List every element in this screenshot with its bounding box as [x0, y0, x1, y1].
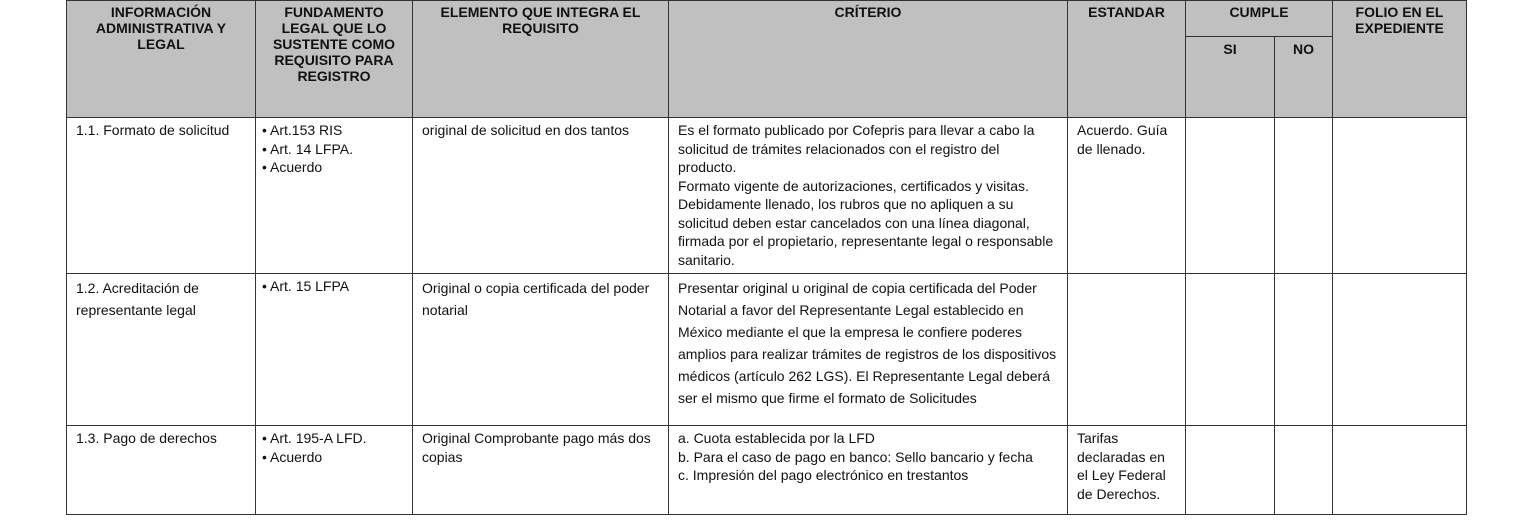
cell-no	[1275, 118, 1333, 274]
cell-criterio: Presentar original u original de copia certificada del Poder Notarial a favor del Representante Legal establecido en México mediante el que la empresa le confiere poderes amplios para realizar trámites de registros de los dispositivos médicos (artículo 262 LGS). El Representante Legal deberá ser el mismo que firme el formato de Solicitudes	[669, 274, 1068, 426]
cell-estandar: Tarifas declaradas en el Ley Federal de Derechos.	[1068, 426, 1186, 515]
cell-si	[1186, 426, 1275, 515]
header-informacion: INFORMACIÓN ADMINISTRATIVA Y LEGAL	[67, 1, 256, 118]
header-criterio: CRÍTERIO	[669, 1, 1068, 118]
cell-no	[1275, 274, 1333, 426]
cell-fundamento: • Art.153 RIS • Art. 14 LFPA. • Acuerdo	[256, 118, 413, 274]
header-no: NO	[1275, 37, 1333, 118]
cell-criterio: Es el formato publicado por Cofepris para llevar a cabo la solicitud de trámites relacionados con el registro del producto. Formato vigente de autorizaciones, certificados y visitas. Debidamente llenado, los rubros que no apliquen a su solicitud deben estar cancelados con una línea diagonal, firmada por el propietario, representante legal o responsable sanitario.	[669, 118, 1068, 274]
cell-info: 1.1. Formato de solicitud	[67, 118, 256, 274]
cell-folio	[1333, 274, 1467, 426]
table-row	[67, 274, 1467, 426]
requirements-table	[66, 0, 1467, 515]
table-row	[67, 426, 1467, 515]
header-cumple: CUMPLE	[1186, 1, 1333, 37]
cell-no	[1275, 426, 1333, 515]
cell-estandar: Acuerdo. Guía de llenado.	[1068, 118, 1186, 274]
cell-si	[1186, 118, 1275, 274]
header-row	[67, 1, 1467, 37]
cell-folio	[1333, 118, 1467, 274]
cell-fundamento: • Art. 195-A LFD. • Acuerdo	[256, 426, 413, 515]
header-estandar: ESTANDAR	[1068, 1, 1186, 118]
cell-elemento: original de solicitud en dos tantos	[413, 118, 669, 274]
cell-info: 1.3. Pago de derechos	[67, 426, 256, 515]
header-elemento: ELEMENTO QUE INTEGRA EL REQUISITO	[413, 1, 669, 118]
cell-info: 1.2. Acreditación de representante legal	[67, 274, 256, 426]
cell-elemento: Original o copia certificada del poder notarial	[413, 274, 669, 426]
cell-si	[1186, 274, 1275, 426]
header-fundamento: FUNDAMENTO LEGAL QUE LO SUSTENTE COMO REQUISITO PARA REGISTRO	[256, 1, 413, 118]
cell-elemento: Original Comprobante pago más dos copias	[413, 426, 669, 515]
header-si: SI	[1186, 37, 1275, 118]
cell-folio	[1333, 426, 1467, 515]
table-row	[67, 118, 1467, 274]
cell-estandar	[1068, 274, 1186, 426]
cell-criterio: a. Cuota establecida por la LFD b. Para el caso de pago en banco: Sello bancario y fecha c. Impresión del pago electrónico en trestantos	[669, 426, 1068, 515]
cell-fundamento: • Art. 15 LFPA	[256, 274, 413, 426]
header-folio: FOLIO EN EL EXPEDIENTE	[1333, 1, 1467, 118]
